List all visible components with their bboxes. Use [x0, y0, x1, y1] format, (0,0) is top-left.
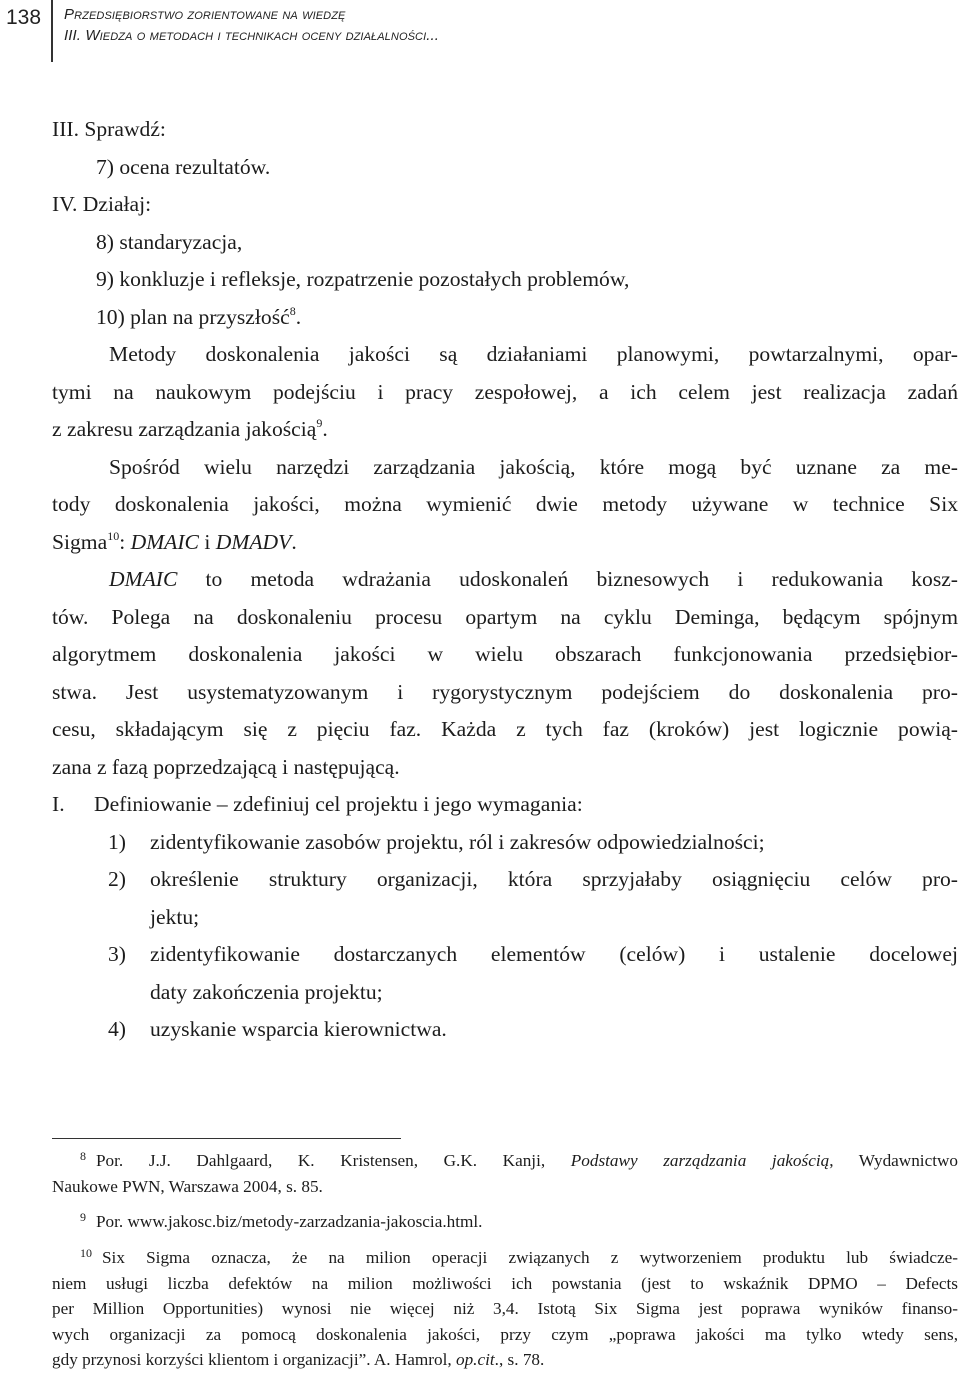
list-item: 3) zidentyfikowanie dostarczanych elementów (celów) i ustalenie docelowej	[108, 942, 958, 966]
footnote-10: $^{10}$ Six Sigma oznacza, że na milion operacji związanych z wytworzeniem produktu lub świadcze- niem usługi liczba defektów na milion możliwości ich powstania (jest to wskaźnik DPMO – Defects per Million Opportunities) wynosi nie więcej niż 3,4. Istotą Six Sigma jest poprawa wyników finanso- wych organizacji za pomocą doskonalenia jakości, przy czym „poprawa jakości ma tylko wtedy sens, gdy przynosi korzyści klientom i organizacji”. A. Hamrol, op.cit., s. 78.	[52, 1246, 958, 1369]
list-item: 4) uzyskanie wsparcia kierownictwa.	[108, 1017, 447, 1041]
text-line: tymi na naukowym podejściu i pracy zespołowej, a ich celem jest realizacja zadań	[52, 379, 958, 404]
list-item-continuation: daty zakończenia projektu;	[150, 979, 383, 1004]
running-header-chapter: III. Wiedza o metodach i technikach oceny działalności...	[64, 27, 440, 44]
list-item-continuation: jektu;	[150, 904, 200, 929]
running-header	[64, 4, 439, 46]
text-line: III. Sprawdź:	[52, 117, 166, 141]
text-line: DMAIC to metoda wdrażania udoskonaleń biznesowych i redukowania kosz-	[109, 567, 958, 591]
text-line: algorytmem doskonalenia jakości w wielu obszarach funkcjonowania przedsiębior-	[52, 642, 958, 666]
text-line: cesu, składającym się z pięciu faz. Każda z tych faz (kroków) jest logicznie powią-	[52, 717, 958, 741]
text-line: tody doskonalenia jakości, można wymienić dwie metody używane w technice Six	[52, 492, 958, 516]
text-line: 10) plan na przyszłość$^8$.	[96, 303, 302, 329]
footnote-8: $^8$ Por. J.J. Dahlgaard, K. Kristensen, G.K. Kanji, Podstawy zarządzania jakością, Wydawnictwo Naukowe PWN, Warszawa 2004, s. 85.	[52, 1149, 958, 1196]
main-text	[52, 111, 958, 1049]
list-item: 2) określenie struktury organizacji, która sprzyjałaby osiągnięciu celów pro-	[108, 867, 958, 891]
footnote-9: $^9$ Por. www.jakosc.biz/metody-zarzadzania-jakoscia.html.	[80, 1210, 483, 1231]
text-line: I. Definiowanie – zdefiniuj cel projektu i jego wymagania:	[52, 792, 583, 816]
text-line: IV. Działaj:	[52, 192, 152, 216]
text-line: Metody doskonalenia jakości są działaniami planowymi, powtarzalnymi, opar-	[109, 342, 958, 366]
page-number: 138	[6, 6, 42, 29]
footnote-ref: 9	[316, 416, 323, 430]
text-line: tów. Polega na doskonaleniu procesu opartym na cyklu Deminga, będącym spójnym	[52, 604, 958, 629]
footnote-ref: 10	[107, 528, 120, 543]
header-divider	[51, 0, 53, 62]
text-line: Spośród wielu narzędzi zarządzania jakością, które mogą być uznane za me-	[109, 454, 958, 479]
running-header-title: Przedsiębiorstwo zorientowane na wiedzę	[64, 6, 346, 23]
text-line: 9) konkluzje i refleksje, rozpatrzenie pozostałych problemów,	[96, 267, 630, 291]
text-line: 8) standaryzacja,	[96, 229, 243, 254]
footnote-separator	[52, 1138, 401, 1139]
text-line: zana z fazą poprzedzającą i następującą.	[52, 754, 400, 779]
text-line: 7) ocena rezultatów.	[96, 154, 271, 179]
footnote-ref: 8	[289, 303, 296, 318]
text-line: stwa. Jest usystematyzowanym i rygorystycznym podejściem do doskonalenia pro-	[52, 679, 958, 704]
list-item: 1) zidentyfikowanie zasobów projektu, ról i zakresów odpowiedzialności;	[108, 829, 765, 854]
text-line: z zakresu zarządzania jakością$^9$.	[52, 416, 328, 441]
text-line: Sigma$^{10}$: DMAIC i DMADV.	[52, 528, 297, 554]
